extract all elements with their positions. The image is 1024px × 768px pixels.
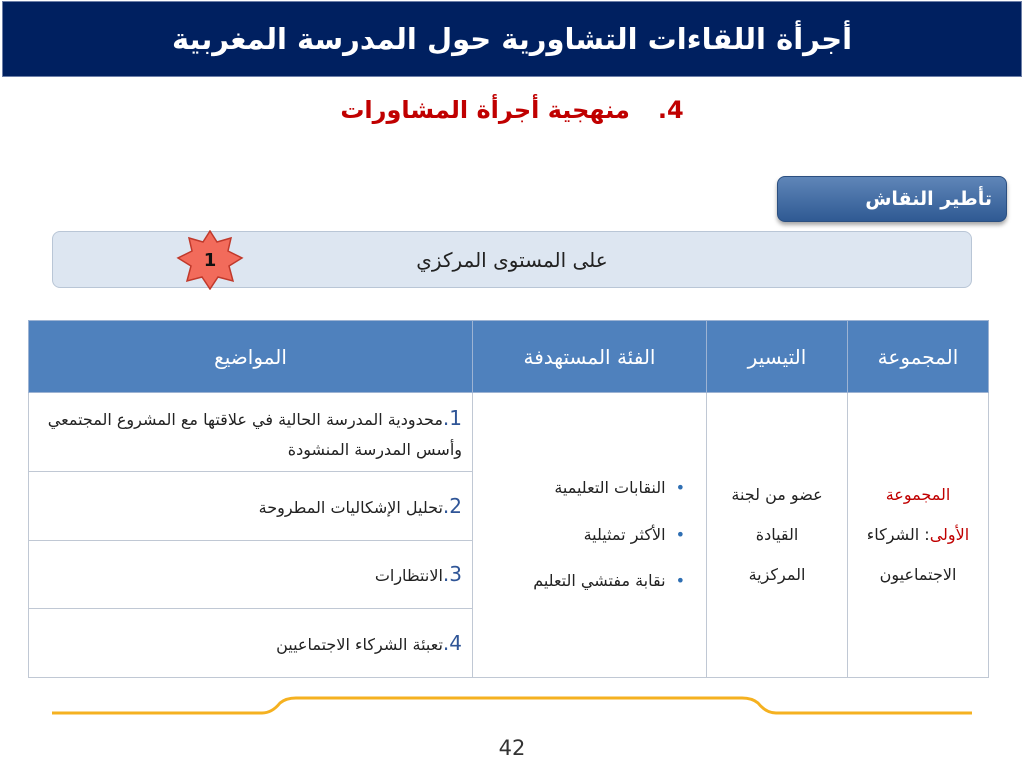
slide-title: أجرأة اللقاءات التشاورية حول المدرسة المغربية [171,22,853,56]
section-heading [0,96,1024,124]
group-line-1: المجموعة [885,485,951,504]
header-group: المجموعة [848,321,989,393]
frame-label-box [777,176,1007,222]
facilitation-line-1: عضو من لجنة [731,485,823,504]
topic-number: 2. [442,493,462,518]
header-topics: المواضيع [29,321,473,393]
consultation-table [28,320,989,678]
decorative-bottom-line [52,695,972,719]
target-cell [473,393,707,678]
table-header-row [29,321,989,393]
topic-cell-4 [29,609,473,678]
group-line-2 [849,515,987,555]
group-line-3: الاجتماعيون [879,565,957,584]
topic-number: 4. [442,630,462,655]
topic-number: 1. [442,405,462,430]
facilitation-cell [707,393,848,678]
target-list [474,465,705,604]
facilitation-line-2: القيادة [755,525,799,544]
target-item-continuation: • الأكثر تمثيلية [484,512,685,558]
group-cell [848,393,989,678]
topic-text: تعبئة الشركاء الاجتماعيين [276,634,443,654]
table-row [29,393,989,472]
group-name-rest: : الشركاء [866,525,930,544]
frame-label: تأطير النقاش [865,188,992,210]
section-title: منهجية أجرأة المشاورات [340,96,630,124]
topic-text: محدودية المدرسة الحالية في علاقتها مع المشروع المجتمعي وأسس المدرسة المنشودة [47,409,462,459]
facilitation-line-3: المركزية [748,565,806,584]
topic-cell-3 [29,541,473,609]
level-badge-number: 1 [203,249,217,271]
group-name-red: الأولى [929,525,970,544]
level-label: على المستوى المركزي [416,247,608,272]
target-item: • نقابة مفتشي التعليم [484,558,685,604]
topic-text: تحليل الإشكاليات المطروحة [258,497,443,517]
header-facilitation: التيسير [707,321,848,393]
header-target: الفئة المستهدفة [473,321,707,393]
topic-cell-2 [29,472,473,541]
topic-cell-1 [29,393,473,472]
page-number: 42 [498,736,526,760]
title-bar [2,1,1022,77]
topic-text: الانتظارات [374,566,443,585]
target-item: • النقابات التعليمية [484,465,685,511]
section-number: 4. [657,96,684,124]
topic-number: 3. [442,562,462,586]
